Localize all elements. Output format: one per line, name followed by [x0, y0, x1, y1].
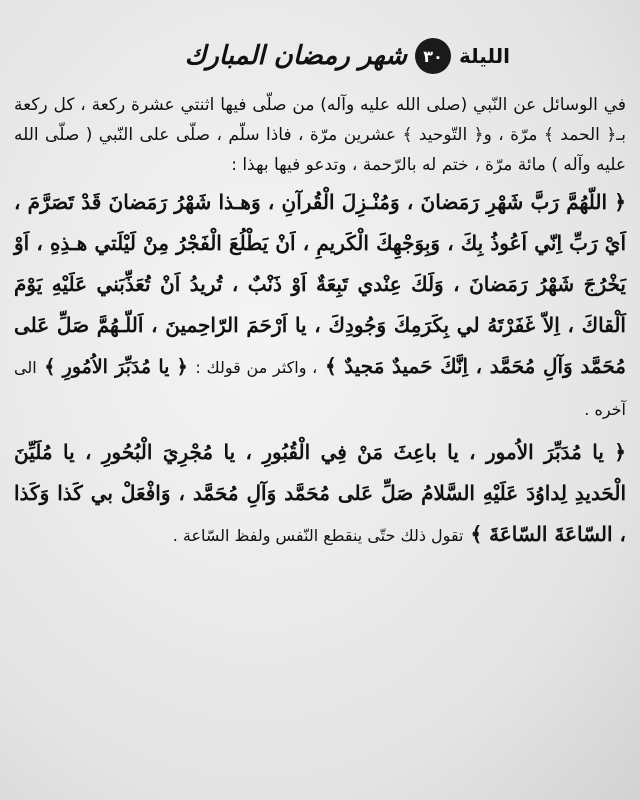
dua-2-text: ﴿ يا مُدَبِّرَ الاُمور ، يا باعِثَ مَنْ فِي الْقُبُورِ ، يا مُجْرِيَ الْبُحُورِ ، يا مُلَيِّنَ الْحَديدِ لِداوُدَ عَلَيْهِ السَّلامُ صَلِّ عَلى مُحَمَّد وَآلِ مُحَمَّد ، وَافْعَلْ بي كَذا وَكَذا ، السّاعَةَ السّاعَةَ ﴾ — [14, 440, 626, 546]
month-title: شهر رمضان المبارك — [184, 41, 407, 71]
document-body — [14, 90, 626, 790]
dua-1-tail: الى آخره . — [14, 358, 626, 419]
dua-1-invocation: ﴿ يا مُدَبِّرَ الاُمُورِ ﴾ — [44, 356, 188, 378]
dua-1-text: ﴿ اللّهُمَّ رَبَّ شَهْرِ رَمَضانَ ، وَمُنْـزِلَ الْقُرآنِ ، وَهـذا شَهْرُ رَمَضانَ قَدْ تَصَرَّمَ ، اَيْ رَبِّ اِنّي اَعُوذُ بِكَ ، وَبِوَجْهِكَ الْكَريمِ ، اَنْ يَطْلُعَ الْفَجْرُ مِنْ لَيْلَتي هـذِهِ ، اَوْ يَخْرُجَ شَهْرُ رَمَضانَ ، وَلَكَ عِنْدي تَبِعَةٌ اَوْ ذَنْبٌ ، تُريدُ اَنْ تُعَذِّبَني عَلَيْهِ يَوْمَ اَلْقاكَ ، اِلاّ غَفَرْتَهُ لي بِكَرَمِكَ وَجُودِكَ ، يا اَرْحَمَ الرّاحِمينَ ، اَللّـهُمَّ صَلِّ عَلى مُحَمَّد وَآلِ مُحَمَّد ، اِنَّكَ حَميدٌ مَجيدٌ ﴾ — [14, 190, 627, 378]
night-label: الليلة — [459, 44, 510, 68]
night-number-badge: ٣٠ — [415, 38, 451, 74]
page-header — [150, 32, 510, 80]
dua-1-connector: ، واكثر من قولك : — [195, 358, 318, 377]
dua-2-tail: تقول ذلك حتّى ينقطع النّفس ولفظ السّاعة . — [172, 526, 464, 545]
dua-paragraph-1 — [14, 182, 626, 430]
intro-paragraph: في الوسائل عن النّبي (صلى الله عليه وآله) من صلّى فيها اثنتي عشرة ركعة ، كل ركعة بـ﴿ الحمد ﴾ مرّة ، و﴿ التّوحيد ﴾ عشرين مرّة ، فاذا سلّم ، صلّى على النّبي ( صلّى الله عليه وآله ) مائة مرّة ، ختم له بالرّحمة ، وتدعو فيها بهذا : — [14, 95, 626, 175]
dua-paragraph-2 — [14, 432, 626, 556]
